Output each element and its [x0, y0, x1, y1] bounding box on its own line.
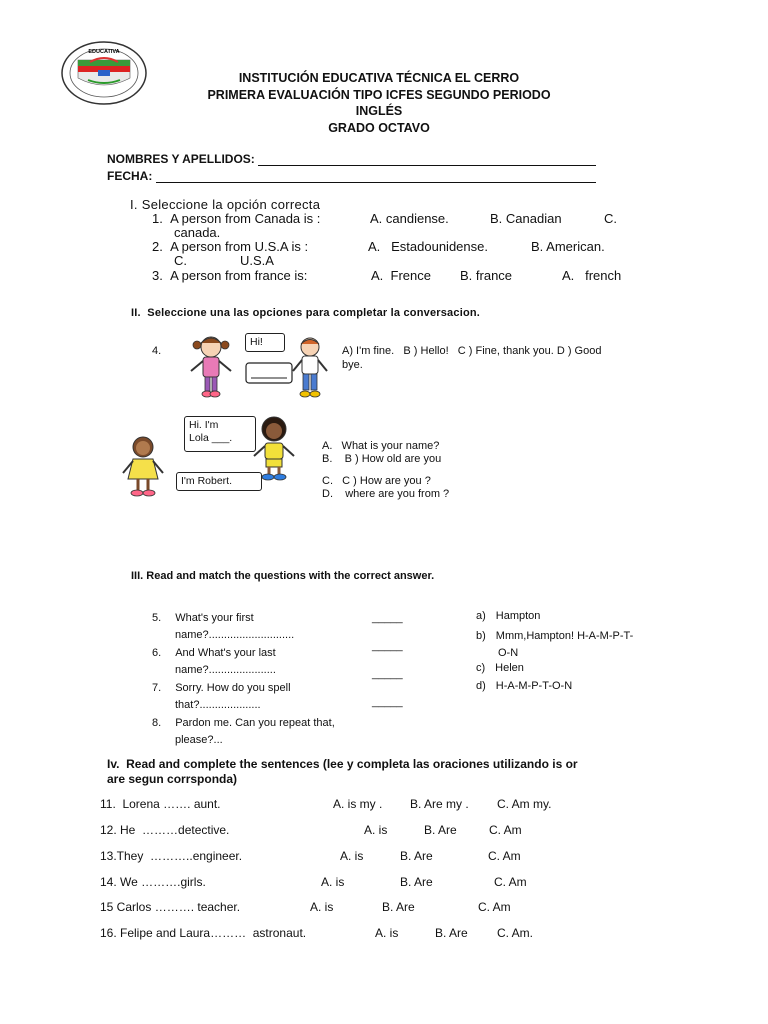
q3: 3. A person from france is: — [152, 268, 308, 283]
section3-title: III. Read and match the questions with the correct answer. — [131, 570, 435, 582]
q2-option-a[interactable]: A. Estadounidense. — [368, 239, 488, 254]
q5-option-a[interactable]: A. What is your name? — [322, 440, 440, 452]
lola-speech-bubble: Hi. I'm Lola ___. — [184, 416, 256, 452]
q4-options-line1[interactable]: A) I'm fine. B ) Hello! C ) Fine, thank you. D ) Good — [342, 345, 602, 357]
name-row — [107, 152, 596, 166]
section4-title-line2: are segun corrsponda) — [107, 772, 238, 786]
sentence-12-option-c[interactable]: C. Am — [489, 823, 522, 837]
sentence-13-option-a[interactable]: A. is — [340, 849, 364, 863]
sentence-12: 12. He ………detective. — [100, 823, 230, 837]
girl-illustration — [186, 333, 236, 399]
q3-option-c[interactable]: A. french — [562, 268, 622, 283]
school-name: INSTITUCIÓN EDUCATIVA TÉCNICA EL CERRO — [238, 71, 520, 85]
logo-text: EDUCATIVA — [88, 49, 120, 55]
match-question-8: 8. Pardon me. Can you repeat that, please?... — [152, 717, 335, 746]
q1: 1. A person from Canada is : — [152, 211, 321, 226]
match-blank-7[interactable]: _____ — [372, 668, 403, 680]
q1-option-c[interactable]: C. — [604, 211, 617, 226]
match-blank-6[interactable]: _____ — [372, 640, 403, 652]
q3-option-a[interactable]: A. Frence — [371, 268, 431, 283]
sentence-13-option-c[interactable]: C. Am — [488, 849, 521, 863]
sentence-13-option-b[interactable]: B. Are — [400, 849, 433, 863]
sentence-11-option-b[interactable]: B. Are my . — [410, 797, 469, 811]
q5-option-c[interactable]: C. C ) How are you ? — [322, 475, 431, 487]
q1-option-a[interactable]: A. candiense. — [370, 211, 449, 226]
sentence-11-option-a[interactable]: A. is my . — [333, 797, 383, 811]
section2-title: II. Seleccione una las opciones para completar la conversacion. — [131, 307, 481, 319]
date-label: FECHA: — [107, 169, 153, 183]
sentence-16-option-a[interactable]: A. is — [375, 926, 399, 940]
sentence-11: 11. Lorena ……. aunt. — [100, 797, 221, 811]
sentence-15-option-a[interactable]: A. is — [310, 900, 334, 914]
match-question-7: 7. Sorry. How do you spell that?.................... — [152, 682, 291, 711]
q2: 2. A person from U.S.A is : — [152, 239, 309, 254]
q1-option-c-text: canada. — [174, 225, 221, 240]
sentence-15-option-c[interactable]: C. Am — [478, 900, 511, 914]
sentence-11-option-c[interactable]: C. Am my. — [497, 797, 552, 811]
sentence-15-option-b[interactable]: B. Are — [382, 900, 415, 914]
girl-lola-illustration — [120, 435, 166, 497]
q3-option-b[interactable]: B. france — [460, 268, 513, 283]
q4-number: 4. — [152, 345, 162, 357]
q5-option-d[interactable]: D. where are you from ? — [322, 488, 450, 500]
sentence-12-option-b[interactable]: B. Are — [424, 823, 457, 837]
match-question-5: 5. What's your first name?............................ — [152, 612, 295, 641]
match-answer-b: b) Mmm,Hampton! H-A-M-P-T- O-N — [476, 630, 634, 659]
match-answer-c: c) Helen — [476, 662, 524, 674]
q2-option-c[interactable]: C. — [174, 253, 187, 268]
section1-title: I. Seleccione la opción correcta — [130, 197, 321, 212]
match-question-6: 6. And What's your last name?...................... — [152, 647, 276, 676]
q4-speech-bubble-empty — [245, 362, 295, 384]
sentence-16-option-b[interactable]: B. Are — [435, 926, 468, 940]
sentence-14-option-a[interactable]: A. is — [321, 875, 345, 889]
match-blank-5[interactable]: _____ — [372, 612, 403, 624]
q2-option-b[interactable]: B. American. — [531, 239, 605, 254]
sentence-14-option-b[interactable]: B. Are — [400, 875, 433, 889]
sentence-14: 14. We ……….girls. — [100, 875, 206, 889]
sentence-13: 13.They ………..engineer. — [100, 849, 243, 863]
date-row — [107, 169, 596, 183]
sentence-16-option-c[interactable]: C. Am. — [497, 926, 534, 940]
match-answer-a: a) Hampton — [476, 610, 541, 622]
q5-option-b[interactable]: B. B ) How old are you — [322, 453, 442, 465]
q2-option-c-text: U.S.A — [240, 253, 274, 268]
sentence-12-option-a[interactable]: A. is — [364, 823, 388, 837]
match-blank-8[interactable]: _____ — [372, 696, 403, 708]
boy-illustration — [290, 335, 330, 399]
match-answer-d: d) H-A-M-P-T-O-N — [476, 680, 573, 692]
subject: INGLÉS — [355, 104, 403, 118]
sentence-14-option-c[interactable]: C. Am — [494, 875, 527, 889]
date-field[interactable] — [156, 170, 596, 183]
q4-speech-bubble-hi: Hi! — [245, 333, 285, 352]
q4-options-line2[interactable]: bye. — [342, 359, 363, 371]
grade: GRADO OCTAVO — [328, 121, 430, 135]
sentence-16: 16. Felipe and Laura……… astronaut. — [100, 926, 307, 940]
exam-title: PRIMERA EVALUACIÓN TIPO ICFES SEGUNDO PERIODO — [207, 88, 551, 102]
name-label: NOMBRES Y APELLIDOS: — [107, 152, 255, 166]
q1-option-b[interactable]: B. Canadian — [490, 211, 562, 226]
robert-speech-bubble: I'm Robert. — [176, 472, 262, 491]
sentence-15: 15 Carlos ………. teacher. — [100, 900, 241, 914]
section4-title-line1: Iv. Read and complete the sentences (lee y completa las oraciones utilizando is or — [107, 757, 578, 771]
name-field[interactable] — [258, 153, 596, 166]
